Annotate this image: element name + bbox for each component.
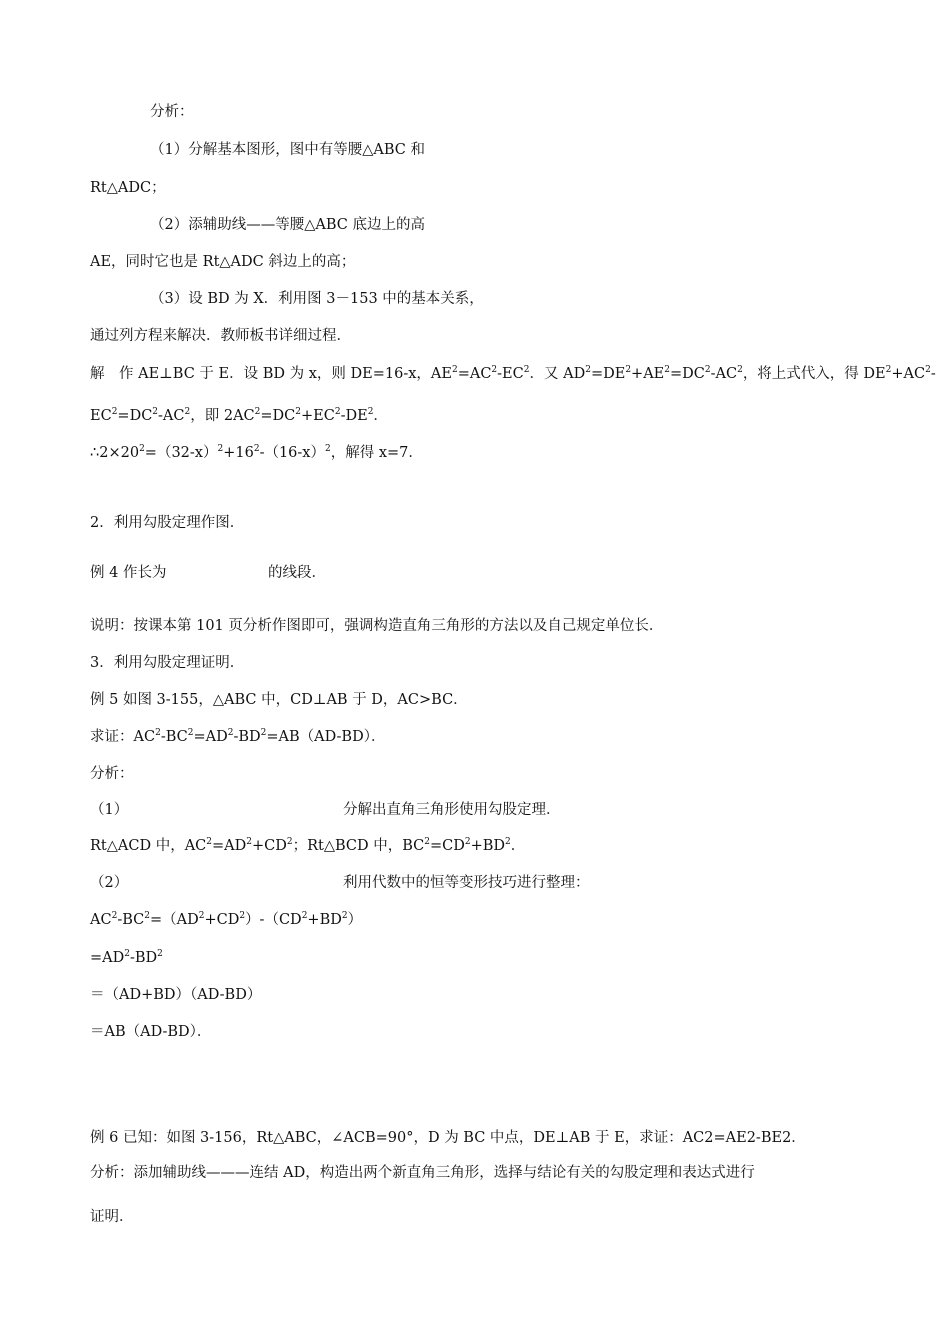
solution-line-2: $EC^2=DC^2-AC^2$，即 $2AC^2=DC^2+EC^2-DE^2$． (90, 407, 388, 424)
example-5-pythagoras: Rt△ACD 中，$AC^2=AD^2+CD^2$；Rt△BCD 中，$BC^2=CD^2+BD^2$． (90, 837, 526, 854)
example-4-start: 例 4 作长为 (90, 565, 167, 581)
example-6-statement: 例 6 已知：如图 3-156，Rt△ABC，∠ACB=90°，D 为 BC 中点，DE⊥AB 于 E，求证：AC2=AE2-BE2． (90, 1130, 806, 1146)
derivation-line-1: $AC^2-BC^2=(AD^2+CD^2)-(CD^2+BD^2)$ (90, 911, 363, 928)
solution-line-1: 解 作 AE⊥BC 于 E．设 BD 为 x，则 DE=16-x，$AE^2=AC^2-EC^2$．又 $AD^2=DE^2+AE^2=DC^2-AC^2$，将上式代入，得 $DE^2+AC^2-$ (90, 365, 936, 382)
example-5-analysis: 分析： (90, 766, 134, 782)
analysis-step-2-cont: AE，同时它也是 Rt△ADC 斜边上的高； (90, 254, 356, 270)
example-6-analysis-cont: 证明． (90, 1209, 134, 1225)
example-4-note: 说明：按课本第 101 页分析作图即可，强调构造直角三角形的方法以及自己规定单位长． (90, 618, 664, 634)
example-5-step-1-num: （1） (90, 802, 129, 818)
example-4-end: 的线段． (268, 565, 326, 581)
analysis-step-1-cont: Rt△ADC； (90, 180, 166, 196)
derivation-line-2: $=AD^2-BD^2$ (90, 949, 163, 966)
example-5-statement: 例 5 如图 3-155，△ABC 中，CD⊥AB 于 D，AC>BC． (90, 692, 468, 708)
example-5-prove: 求证：$AC^2-BC^2=AD^2-BD^2=AB(AD-BD)$． (90, 728, 386, 745)
derivation-line-3: ＝（AD+BD）（AD-BD） (90, 987, 262, 1003)
example-6-analysis: 分析：添加辅助线———连结 AD，构造出两个新直角三角形，选择与结论有关的勾股定理和表达式进行 (90, 1165, 755, 1181)
example-5-step-1: 分解出直角三角形使用勾股定理． (343, 802, 561, 818)
section-2-heading: 2．利用勾股定理作图． (90, 515, 245, 531)
analysis-step-2: （2）添辅助线——等腰△ABC 底边上的高 (150, 217, 425, 233)
example-5-step-2-num: （2） (90, 875, 129, 891)
derivation-line-4: ＝AB（AD-BD）． (90, 1024, 212, 1040)
analysis-step-1: （1）分解基本图形，图中有等腰△ABC 和 (150, 142, 425, 158)
solution-line-3: $\therefore 2\times 20^2=(32-x)^2+16^2-(16-x)^2$，解得 x=7． (90, 444, 423, 461)
analysis-step-3-cont: 通过列方程来解决．教师板书详细过程． (90, 328, 351, 344)
analysis-step-3: （3）设 BD 为 X．利用图 3－153 中的基本关系， (150, 291, 484, 307)
section-3-heading: 3．利用勾股定理证明． (90, 655, 245, 671)
example-5-step-2: 利用代数中的恒等变形技巧进行整理： (343, 875, 590, 891)
analysis-heading: 分析： (150, 104, 194, 120)
